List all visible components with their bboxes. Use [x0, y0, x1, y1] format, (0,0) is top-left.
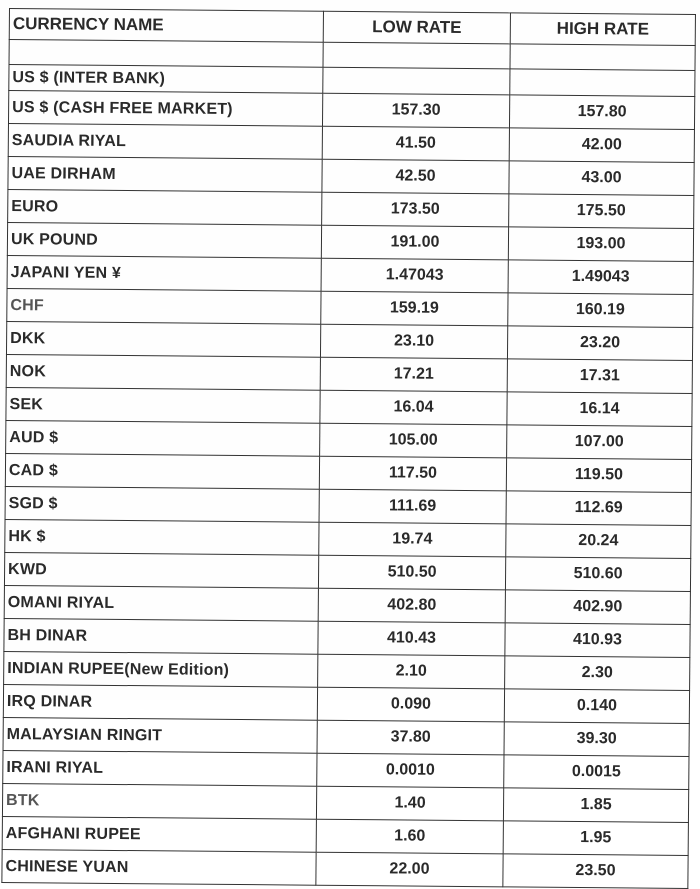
currency-name-cell: EURO: [8, 189, 322, 225]
low-rate-cell: 510.50: [318, 555, 505, 590]
low-rate-cell: 191.00: [321, 225, 508, 260]
table-body: [2, 40, 695, 889]
rate-sheet: [3, 8, 695, 880]
low-rate-cell: 0.090: [317, 687, 504, 722]
high-rate-cell: 410.93: [505, 623, 690, 658]
low-rate-cell: 41.50: [322, 126, 509, 161]
high-rate-cell: 402.90: [505, 590, 690, 625]
high-rate-cell: 17.31: [507, 359, 692, 394]
currency-name-cell: AFGHANI RUPEE: [2, 816, 316, 852]
high-rate-cell: 1.95: [503, 821, 688, 856]
low-rate-cell: 37.80: [317, 720, 504, 755]
high-rate-cell: 193.00: [508, 227, 693, 262]
currency-name-cell: OMANI RIYAL: [4, 585, 318, 621]
low-rate-cell: 23.10: [320, 324, 507, 359]
currency-rate-table: [1, 8, 696, 889]
header-currency-name: CURRENCY NAME: [9, 9, 323, 43]
low-rate-cell: 1.40: [316, 786, 503, 821]
high-rate-cell: 160.19: [508, 293, 693, 328]
spacer-cell: [9, 40, 323, 68]
high-rate-cell: 119.50: [506, 458, 691, 493]
high-rate-cell: 107.00: [507, 425, 692, 460]
high-rate-cell: 112.69: [506, 491, 691, 526]
table-row: [2, 849, 688, 888]
currency-name-cell: CHF: [7, 288, 321, 324]
high-rate-cell: [510, 69, 695, 97]
currency-name-cell: US $ (CASH FREE MARKET): [8, 91, 322, 127]
spacer-cell: [323, 42, 510, 69]
currency-name-cell: US $ (INTER BANK): [9, 65, 323, 94]
high-rate-cell: 0.140: [504, 689, 689, 724]
currency-name-cell: NOK: [6, 354, 320, 390]
low-rate-cell: 17.21: [320, 357, 507, 392]
low-rate-cell: 117.50: [319, 456, 506, 491]
currency-name-cell: CAD $: [5, 453, 319, 489]
low-rate-cell: 105.00: [320, 423, 507, 458]
spacer-cell: [510, 44, 695, 71]
low-rate-cell: 1.60: [316, 819, 503, 854]
currency-name-cell: IRANI RIYAL: [3, 750, 317, 786]
currency-name-cell: INDIAN RUPEE(New Edition): [4, 651, 318, 687]
low-rate-cell: 42.50: [322, 159, 509, 194]
low-rate-cell: 16.04: [320, 390, 507, 425]
low-rate-cell: 173.50: [322, 192, 509, 227]
currency-name-cell: CHINESE YUAN: [2, 849, 316, 885]
currency-name-cell: UAE DIRHAM: [8, 156, 322, 192]
currency-name-cell: AUD $: [6, 420, 320, 456]
high-rate-cell: 0.0015: [504, 755, 689, 790]
low-rate-cell: 22.00: [316, 852, 503, 887]
high-rate-cell: 43.00: [509, 161, 694, 196]
currency-name-cell: JAPANI YEN ¥: [7, 255, 321, 291]
high-rate-cell: 2.30: [505, 656, 690, 691]
high-rate-cell: 39.30: [504, 722, 689, 757]
currency-name-cell: KWD: [4, 552, 318, 588]
low-rate-cell: 1.47043: [321, 258, 508, 293]
high-rate-cell: 23.20: [507, 326, 692, 361]
high-rate-cell: 16.14: [507, 392, 692, 427]
low-rate-cell: 111.69: [319, 489, 506, 524]
low-rate-cell: 0.0010: [317, 753, 504, 788]
currency-name-cell: MALAYSIAN RINGIT: [3, 717, 317, 753]
header-high-rate: HIGH RATE: [510, 13, 695, 46]
high-rate-cell: 20.24: [506, 524, 691, 559]
low-rate-cell: 2.10: [318, 654, 505, 689]
high-rate-cell: 23.50: [503, 854, 688, 889]
low-rate-cell: 19.74: [319, 522, 506, 557]
low-rate-cell: 159.19: [321, 291, 508, 326]
currency-name-cell: SAUDIA RIYAL: [8, 123, 322, 159]
header-low-rate: LOW RATE: [323, 11, 510, 44]
high-rate-cell: 42.00: [509, 128, 694, 163]
currency-name-cell: SGD $: [5, 486, 319, 522]
currency-name-cell: HK $: [5, 519, 319, 555]
high-rate-cell: 175.50: [509, 194, 694, 229]
low-rate-cell: 410.43: [318, 621, 505, 656]
high-rate-cell: 510.60: [505, 557, 690, 592]
high-rate-cell: 1.85: [503, 788, 688, 823]
currency-name-cell: DKK: [6, 321, 320, 357]
currency-name-cell: SEK: [6, 387, 320, 423]
currency-name-cell: BTK: [2, 783, 316, 819]
currency-name-cell: IRQ DINAR: [3, 684, 317, 720]
low-rate-cell: [323, 67, 510, 95]
high-rate-cell: 1.49043: [508, 260, 693, 295]
low-rate-cell: 402.80: [318, 588, 505, 623]
high-rate-cell: 157.80: [509, 95, 694, 130]
currency-name-cell: BH DINAR: [4, 618, 318, 654]
currency-name-cell: UK POUND: [7, 222, 321, 258]
low-rate-cell: 157.30: [322, 93, 509, 128]
